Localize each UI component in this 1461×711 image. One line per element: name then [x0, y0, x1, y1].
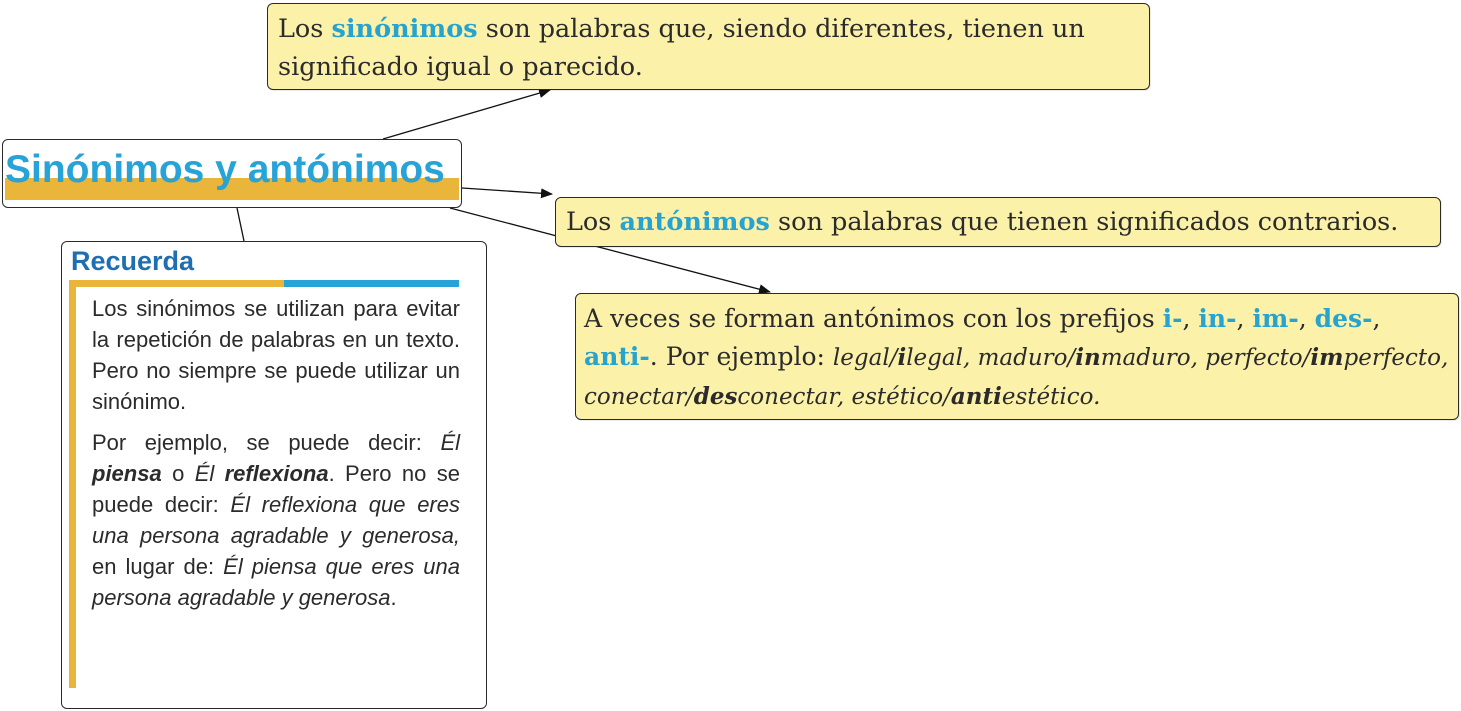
example-prefix: im	[1310, 344, 1344, 371]
example-rest: maduro	[1100, 345, 1191, 371]
recuerda-side-bar	[69, 280, 76, 688]
example-rest: estético	[1001, 384, 1094, 410]
prefix-sep: ,	[1372, 304, 1381, 333]
example-rest: perfecto	[1343, 345, 1441, 371]
prefix-item: im-	[1252, 304, 1299, 333]
p2-text: Por ejemplo, se puede decir:	[92, 430, 441, 455]
p2-text: . Pero no se puede decir:	[92, 461, 460, 517]
page-title: Sinónimos y antónimos	[5, 148, 445, 191]
example-rest: legal	[906, 345, 963, 371]
p2-italic: Él piensa que eres una persona agradable y generosa	[92, 554, 460, 610]
example-base: legal	[832, 345, 890, 371]
recuerda-yellow-bar	[69, 280, 284, 287]
antonym-definition-card	[555, 197, 1441, 247]
syn-after: son palabras que, siendo diferentes, tienen un significado igual o parecido.	[278, 14, 1085, 82]
example-sep: ,	[962, 345, 978, 371]
example-base: perfecto	[1205, 345, 1303, 371]
prefix-item: des-	[1314, 304, 1373, 333]
prefix-sep: ,	[1236, 304, 1253, 333]
p2-text: o	[161, 461, 195, 486]
recuerda-heading: Recuerda	[71, 246, 195, 276]
ant-after: son palabras que tienen significados contrarios.	[769, 207, 1399, 237]
p2-italic: Él	[194, 461, 225, 486]
example-sep: ,	[1440, 345, 1449, 371]
example-rest: conectar	[737, 384, 837, 410]
p2-text: .	[390, 585, 397, 610]
example-base: maduro	[977, 345, 1068, 371]
p2-text: en lugar de:	[92, 554, 224, 579]
prefix-item: anti-	[584, 342, 650, 371]
p2-bold-italic: piensa	[92, 461, 162, 486]
recuerda-box	[61, 241, 487, 709]
prefix-sep: ,	[1182, 304, 1199, 333]
arrow-to-antonimos	[462, 188, 552, 194]
line-to-recuerda	[237, 208, 244, 241]
ant-term: antónimos	[619, 207, 770, 237]
syn-before: Los	[278, 14, 332, 44]
example-prefix: anti	[950, 383, 1002, 410]
pre-intro: A veces se forman antónimos con los prefijos	[584, 304, 1163, 333]
example-sep: ,	[836, 384, 852, 410]
title-box	[2, 139, 462, 208]
example-prefix: in	[1075, 344, 1101, 371]
example-base: conectar	[584, 384, 686, 410]
recuerda-body	[92, 293, 460, 623]
prefix-card	[575, 293, 1459, 420]
prefix-item: in-	[1198, 304, 1237, 333]
example-sep: ,	[1190, 345, 1206, 371]
example-prefix: des	[693, 383, 738, 410]
example-list: legal/ilegal, maduro/inmaduro, perfecto/imperfecto, conectar/desconectar, estético/antiestético.	[584, 344, 1449, 410]
recuerda-paragraph-1: Los sinónimos se utilizan para evitar la repetición de palabras en un texto. Pero no siempre se puede utilizar un sinónimo.	[92, 296, 460, 414]
example-base: estético	[851, 384, 944, 410]
example-end: .	[1093, 384, 1101, 410]
arrow-to-sinonimos	[383, 90, 550, 139]
syn-term: sinónimos	[331, 14, 478, 44]
pre-after-list: . Por ejemplo:	[649, 342, 833, 371]
p2-italic: Él reflexiona que eres una persona agradable y generosa,	[92, 492, 460, 548]
recuerda-blue-bar	[284, 280, 459, 287]
example-prefix: i	[897, 344, 907, 371]
prefix-item: i-	[1162, 304, 1183, 333]
recuerda-paragraph-2	[92, 427, 460, 613]
prefix-sep: ,	[1298, 304, 1315, 333]
p2-bold-italic: reflexiona	[224, 461, 329, 486]
p2-italic: Él	[440, 430, 460, 455]
synonym-definition-card	[267, 3, 1150, 90]
ant-before: Los	[566, 207, 620, 237]
